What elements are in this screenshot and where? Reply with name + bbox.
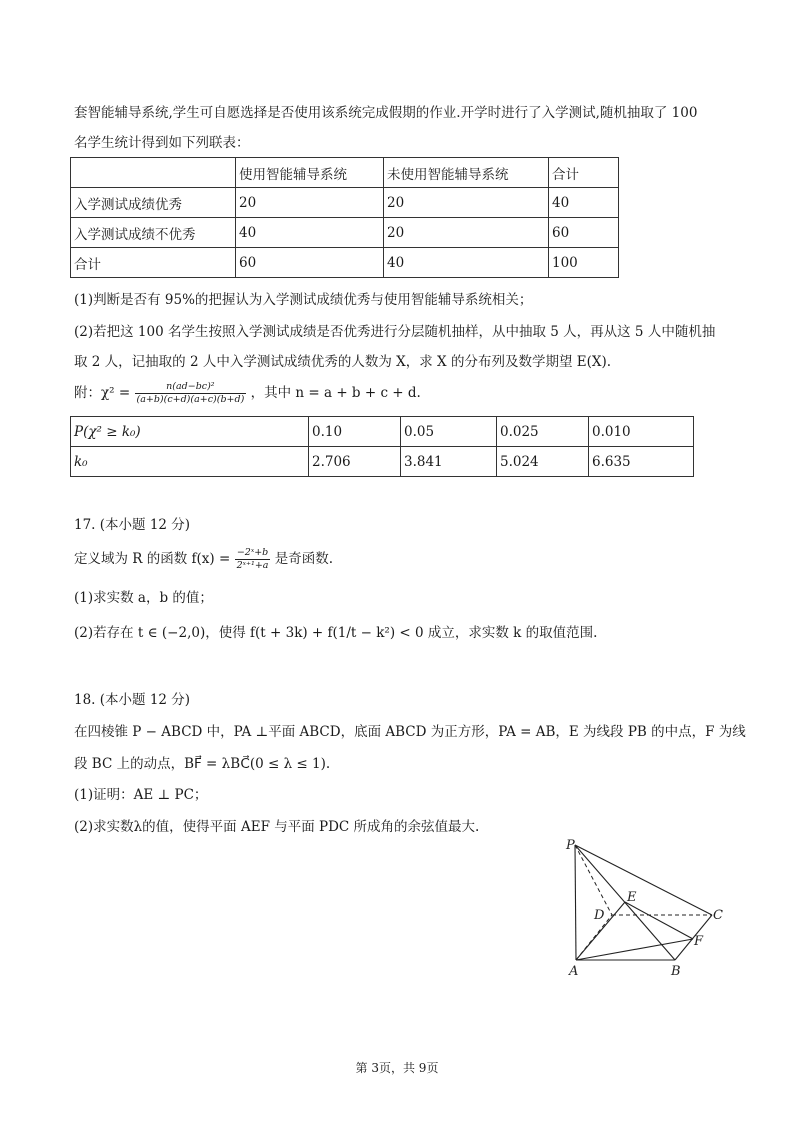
table-cell: 100 [549, 248, 619, 278]
q16-part2-line2: 取 2 人，记抽取的 2 人中入学测试成绩优秀的人数为 X，求 X 的分布列及数学期望 E(X). [74, 354, 612, 370]
table-cell: 20 [384, 188, 549, 218]
table-row [71, 248, 619, 278]
q17-stem [74, 546, 333, 572]
table-cell: 40 [384, 248, 549, 278]
edge-pc [575, 845, 712, 915]
table-cell: 60 [236, 248, 384, 278]
q17-title: 17. (本小题 12 分) [74, 517, 191, 533]
table-cell: 0.05 [401, 417, 497, 447]
label-p: P [566, 838, 575, 853]
q18-title: 18. (本小题 12 分) [74, 692, 191, 708]
table-cell: 40 [549, 188, 619, 218]
q17-stem-prefix: 定义域为 R 的函数 f(x) = [74, 551, 231, 567]
table-cell: 未使用智能辅导系统 [384, 158, 549, 188]
table-cell [71, 158, 236, 188]
table-cell: 入学测试成绩优秀 [71, 188, 236, 218]
table-cell: 2.706 [309, 447, 401, 477]
fraction-numerator: n(ad−bc)² [135, 381, 247, 394]
label-c: C [713, 908, 723, 923]
contingency-table [70, 157, 619, 278]
chi-square-fraction [135, 381, 247, 406]
table-cell: 20 [236, 188, 384, 218]
critical-value-table [70, 416, 694, 477]
table-cell: 0.010 [589, 417, 694, 447]
label-d: D [594, 908, 605, 923]
function-fraction [235, 547, 271, 572]
fraction-denominator: (a+b)(c+d)(a+c)(b+d) [136, 394, 245, 405]
fraction-denominator: 2ˣ⁺¹+a [236, 560, 269, 571]
table-cell: 60 [549, 218, 619, 248]
table-cell: 0.10 [309, 417, 401, 447]
table-cell: 使用智能辅导系统 [236, 158, 384, 188]
table-cell: 20 [384, 218, 549, 248]
table-cell: 5.024 [497, 447, 589, 477]
q18-stem-line1: 在四棱锥 P − ABCD 中，PA ⊥平面 ABCD，底面 ABCD 为正方形，PA = AB，E 为线段 PB 的中点，F 为线 [74, 724, 746, 740]
edge-pa [575, 845, 576, 960]
table-row [71, 417, 694, 447]
intro-line-2: 名学生统计得到如下列联表： [74, 135, 250, 151]
table-cell: 合计 [549, 158, 619, 188]
table-row [71, 218, 619, 248]
appendix-prefix: 附：χ² = [74, 385, 131, 401]
segment-ef [625, 902, 693, 939]
q18-stem-line2: 段 BC 上的动点，BF⃗ = λBC⃗(0 ≤ λ ≤ 1). [74, 756, 331, 772]
edge-pd-hidden [575, 845, 612, 915]
label-a: A [569, 964, 579, 979]
table-cell: P(χ² ≥ k₀) [71, 417, 309, 447]
q16-appendix [74, 380, 421, 406]
appendix-suffix: ，其中 n = a + b + c + d. [250, 385, 421, 401]
intro-line-1: 套智能辅导系统,学生可自愿选择是否使用该系统完成假期的作业.开学时进行了入学测试,随机抽取了 100 [74, 105, 698, 121]
table-cell: k₀ [71, 447, 309, 477]
q17-part1: (1)求实数 a，b 的值； [74, 590, 213, 606]
table-cell: 6.635 [589, 447, 694, 477]
table-row [71, 447, 694, 477]
label-f: F [694, 934, 704, 949]
fraction-numerator: −2ˣ+b [235, 547, 271, 560]
table-cell: 0.025 [497, 417, 589, 447]
q17-stem-suffix: 是奇函数. [274, 551, 334, 567]
label-b: B [671, 964, 681, 979]
table-row [71, 158, 619, 188]
q17-part2: (2)若存在 t ∈ (−2,0)，使得 f(t + 3k) + f(1/t − k²) < 0 成立，求实数 k 的取值范围. [74, 625, 598, 641]
pyramid-figure [550, 835, 730, 985]
table-cell: 入学测试成绩不优秀 [71, 218, 236, 248]
q16-part2-line1: (2)若把这 100 名学生按照入学测试成绩是否优秀进行分层随机抽样，从中抽取 5 人，再从这 5 人中随机抽 [74, 324, 716, 340]
table-cell: 40 [236, 218, 384, 248]
q18-part1: (1)证明：AE ⊥ PC； [74, 787, 208, 803]
label-e: E [627, 890, 637, 905]
q18-part2: (2)求实数λ的值，使得平面 AEF 与平面 PDC 所成角的余弦值最大. [74, 819, 480, 835]
page-footer: 第 3页，共 9页 [355, 1061, 439, 1075]
table-row [71, 188, 619, 218]
table-cell: 3.841 [401, 447, 497, 477]
segment-af [576, 939, 693, 960]
table-cell: 合计 [71, 248, 236, 278]
q16-part1: (1)判断是否有 95%的把握认为入学测试成绩优秀与使用智能辅导系统相关； [74, 292, 533, 308]
